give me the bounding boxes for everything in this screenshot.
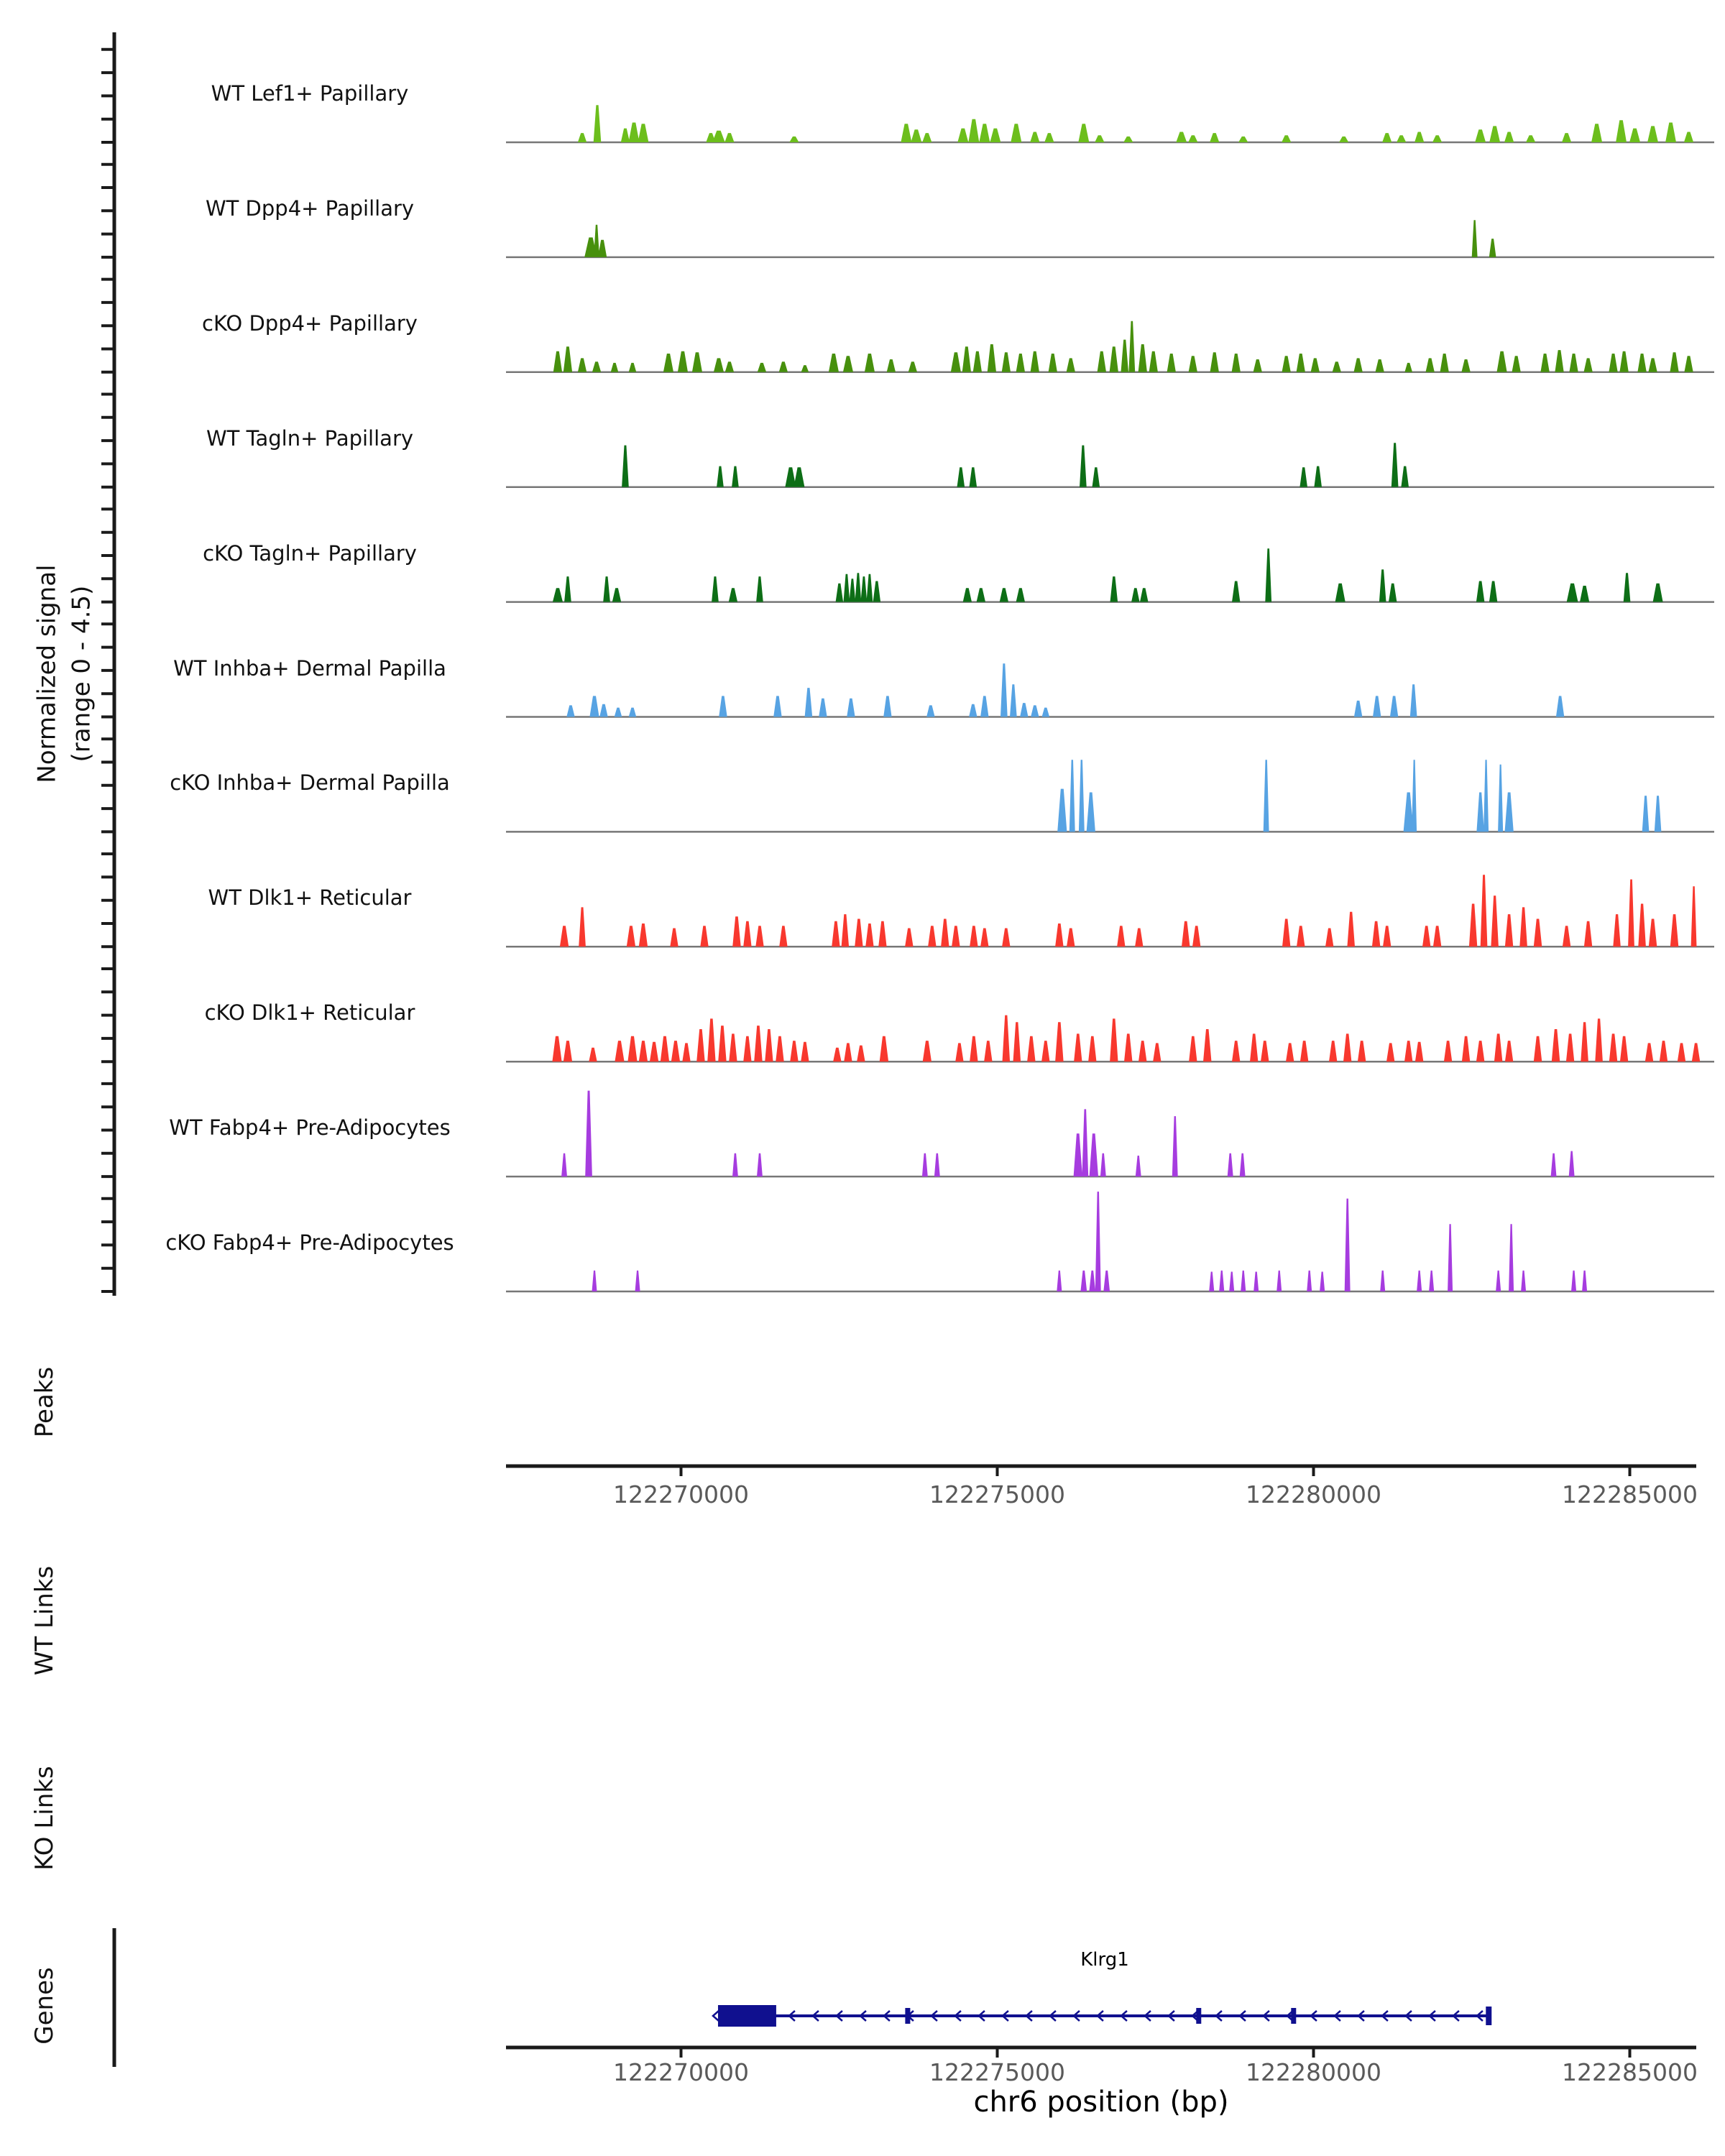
track-label: WT Fabp4+ Pre-Adipocytes — [169, 1115, 451, 1141]
track-label: cKO Inhba+ Dermal Papilla — [170, 770, 450, 796]
x-axis-title: chr6 position (bp) — [973, 2086, 1229, 2119]
position-axis-tick-label: 122280000 — [1246, 2058, 1381, 2086]
signal-peaks — [584, 220, 1496, 257]
peaks-axis-tick-label: 122285000 — [1562, 1480, 1698, 1508]
track-label: WT Dlk1+ Reticular — [208, 885, 412, 911]
section-label-peaks: Peaks — [30, 1366, 59, 1438]
signal-peaks — [552, 1015, 1700, 1062]
signal-peaks — [553, 321, 1693, 372]
peaks-axis-tick-label: 122275000 — [929, 1480, 1065, 1508]
position-axis-tick-label: 122270000 — [613, 2058, 749, 2086]
track-label: WT Dpp4+ Papillary — [205, 195, 415, 221]
track-label: cKO Fabp4+ Pre-Adipocytes — [165, 1230, 454, 1255]
track-label: cKO Dlk1+ Reticular — [204, 1000, 415, 1026]
section-label-genes: Genes — [30, 1967, 59, 2045]
section-label-wt-links: WT Links — [30, 1565, 59, 1676]
signal-peaks — [560, 875, 1697, 946]
y-axis-label-line1: Normalized signal — [32, 564, 62, 783]
signal-peaks — [561, 1091, 1575, 1177]
track-label: WT Lef1+ Papillary — [211, 81, 409, 106]
signal-peaks — [578, 105, 1693, 142]
position-axis-tick-label: 122275000 — [929, 2058, 1065, 2086]
y-axis-label-line2: (range 0 - 4.5) — [67, 585, 96, 763]
gene-exon-tick — [1291, 2008, 1296, 2024]
signal-peaks — [1057, 760, 1661, 831]
signal-peaks — [622, 443, 1409, 487]
signal-peaks — [566, 663, 1564, 717]
signal-peaks — [592, 1192, 1588, 1291]
track-label: WT Inhba+ Dermal Papilla — [173, 655, 446, 681]
track-label: WT Tagln+ Papillary — [206, 425, 414, 451]
peaks-axis-tick-label: 122280000 — [1246, 1480, 1381, 1508]
gene-utr-exon — [718, 2005, 776, 2027]
strand-arrow-icon — [713, 2011, 719, 2021]
track-label: cKO Dpp4+ Papillary — [202, 310, 418, 336]
peaks-axis-tick-label: 122270000 — [613, 1480, 749, 1508]
gene-name-label: Klrg1 — [1080, 1949, 1129, 1971]
section-label-ko-links: KO Links — [30, 1766, 59, 1871]
gene-terminal-exon — [1486, 2007, 1491, 2025]
signal-peaks — [553, 548, 1663, 602]
position-axis-tick-label: 122285000 — [1562, 2058, 1698, 2086]
track-label: cKO Tagln+ Papillary — [203, 540, 417, 566]
gene-exon-tick — [1196, 2008, 1201, 2024]
